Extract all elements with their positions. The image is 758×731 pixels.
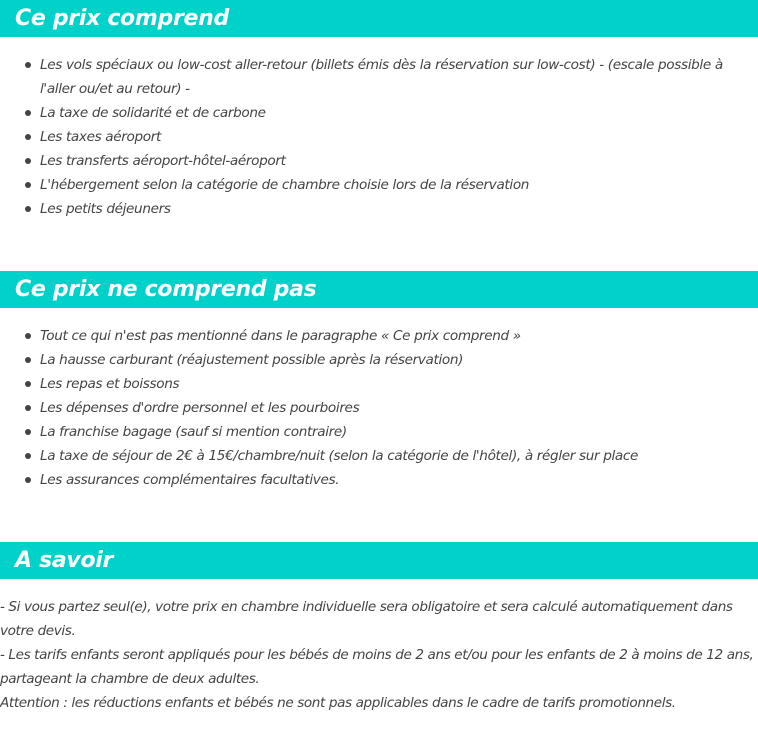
bullet-icon <box>25 357 31 363</box>
section-title: A savoir <box>15 548 114 573</box>
list-item: Tout ce qui n'est pas mentionné dans le paragraphe « Ce prix comprend » <box>0 324 758 348</box>
included-list <box>0 37 758 221</box>
list-item: L'hébergement selon la catégorie de chambre choisie lors de la réservation <box>0 173 758 197</box>
bullet-icon <box>25 134 31 140</box>
list-item: La hausse carburant (réajustement possible après la réservation) <box>0 348 758 372</box>
excluded-list <box>0 308 758 492</box>
list-item: Les transferts aéroport-hôtel-aéroport <box>0 149 758 173</box>
section-info <box>0 542 758 715</box>
bullet-icon <box>25 453 31 459</box>
list-item: Les repas et boissons <box>0 372 758 396</box>
section-header-included <box>0 0 758 37</box>
info-paragraph: - Les tarifs enfants seront appliqués pour les bébés de moins de 2 ans et/ou pour les enfants de 2 à moins de 12 ans, partageant la chambre de deux adultes. <box>0 647 754 687</box>
list-item: La taxe de solidarité et de carbone <box>0 101 758 125</box>
section-header-excluded <box>0 271 758 308</box>
info-notes <box>0 579 758 715</box>
bullet-icon <box>25 206 31 212</box>
bullet-icon <box>25 477 31 483</box>
bullet-icon <box>25 333 31 339</box>
bullet-icon <box>25 429 31 435</box>
info-paragraph: Attention : les réductions enfants et bébés ne sont pas applicables dans le cadre de tarifs promotionnels. <box>0 695 676 711</box>
list-item: Les assurances complémentaires facultatives. <box>0 468 758 492</box>
section-included <box>0 0 758 271</box>
bullet-icon <box>25 158 31 164</box>
list-item: Les petits déjeuners <box>0 197 758 221</box>
section-excluded <box>0 271 758 542</box>
list-item: La taxe de séjour de 2€ à 15€/chambre/nuit (selon la catégorie de l'hôtel), à régler sur place <box>0 444 758 468</box>
section-title: Ce prix ne comprend pas <box>15 277 317 302</box>
section-title: Ce prix comprend <box>15 6 229 31</box>
info-paragraph: - Si vous partez seul(e), votre prix en chambre individuelle sera obligatoire et sera calculé automatiquement dans votre devis. <box>0 599 733 639</box>
list-item: Les vols spéciaux ou low-cost aller-retour (billets émis dès la réservation sur low-cost) - (escale possible à l'aller ou/et au retour) - <box>0 53 758 101</box>
bullet-icon <box>25 381 31 387</box>
bullet-icon <box>25 62 31 68</box>
bullet-icon <box>25 110 31 116</box>
list-item: La franchise bagage (sauf si mention contraire) <box>0 420 758 444</box>
section-header-info <box>0 542 758 579</box>
bullet-icon <box>25 405 31 411</box>
list-item: Les taxes aéroport <box>0 125 758 149</box>
list-item: Les dépenses d'ordre personnel et les pourboires <box>0 396 758 420</box>
bullet-icon <box>25 182 31 188</box>
